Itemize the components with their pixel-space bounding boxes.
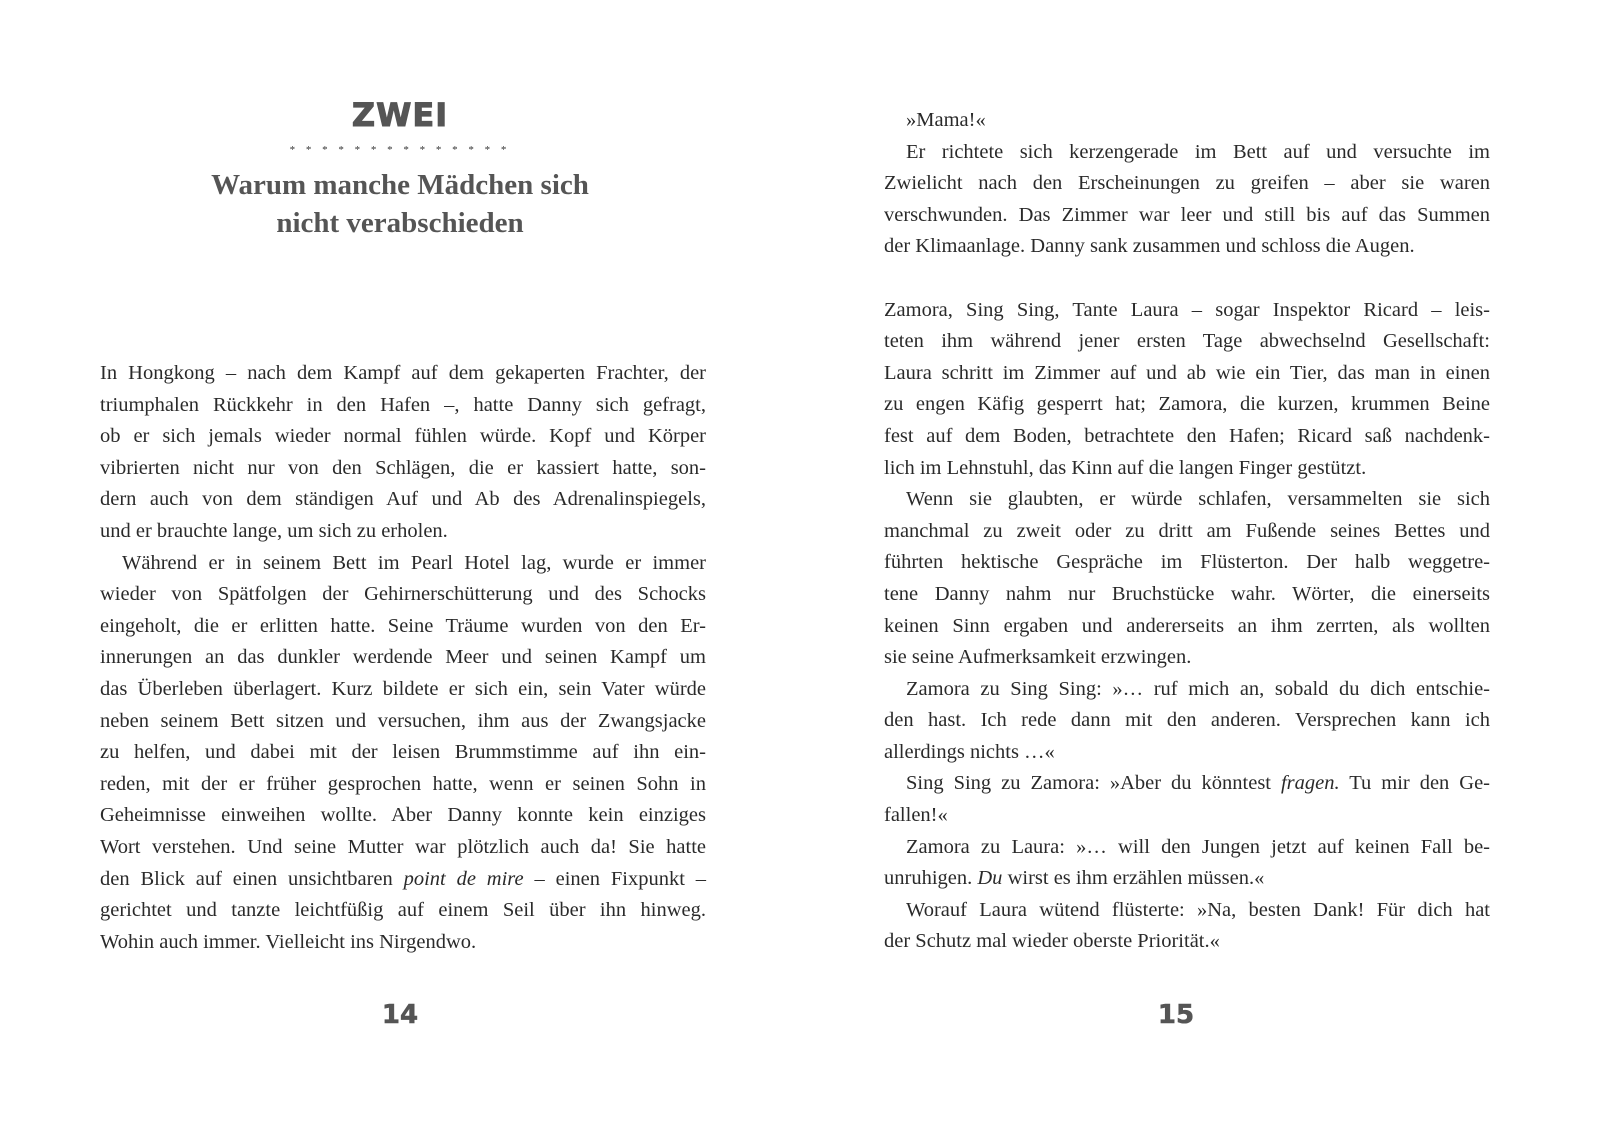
text-line: zu engen Käfig gesperrt hat; Zamora, die kurzen, krummen Beine <box>884 393 1490 416</box>
text-line: reden, mit der er früher gesprochen hatte, wenn er seinen Sohn in <box>100 772 706 795</box>
chapter-title-line-2: nicht verabschieden <box>276 207 524 239</box>
text-line: neben seinem Bett sitzen und versuchen, ihm aus der Zwangsjacke <box>100 709 706 732</box>
italic-phrase: fragen. <box>1280 772 1340 795</box>
text-line: »Mama!« <box>906 109 986 131</box>
text-segment: Tu mir den Ge- <box>1339 772 1490 795</box>
text-line: der Schutz mal wieder oberste Priorität.« <box>884 930 1220 953</box>
text-line-mixed <box>100 864 706 896</box>
text-line-mixed <box>884 768 1490 800</box>
text-line: Während er in seinem Bett im Pearl Hotel lag, wurde er immer <box>122 551 706 574</box>
text-line: Wort verstehen. Und seine Mutter war plötzlich auch da! Sie hatte <box>100 835 706 858</box>
text-line: Zamora zu Sing Sing: »… ruf mich an, sobald du dich entschie- <box>906 677 1490 700</box>
text-line: gerichtet und tanzte leichtfüßig auf einem Seil über ihn hinweg. <box>100 899 706 922</box>
left-body-text <box>100 358 706 958</box>
italic-phrase: Du <box>977 867 1003 890</box>
text-line: verschwunden. Das Zimmer war leer und still bis auf das Summen <box>884 203 1490 226</box>
chapter-ornament: * * * * * * * * * * * * * * <box>289 144 511 156</box>
page-number: 14 <box>381 1000 419 1030</box>
text-line: Wenn sie glaubten, er würde schlafen, versammelten sie sich <box>906 488 1490 511</box>
text-line: Wohin auch immer. Vielleicht ins Nirgendwo. <box>100 930 477 953</box>
chapter-number: ZWEI <box>351 96 449 134</box>
page-number: 15 <box>1157 1000 1195 1030</box>
text-line: ob er sich jemals wieder normal fühlen würde. Kopf und Körper <box>100 425 706 448</box>
text-line: Er richtete sich kerzengerade im Bett auf und versuchte im <box>906 140 1490 163</box>
text-line: fest auf dem Boden, betrachtete den Hafen; Ricard saß nachdenk- <box>884 424 1490 447</box>
text-line: zu helfen, und dabei mit der leisen Brummstimme auf ihn ein- <box>100 741 706 764</box>
chapter-title-line-1: Warum manche Mädchen sich <box>211 169 589 201</box>
text-line: Worauf Laura wütend flüsterte: »Na, besten Dank! Für dich hat <box>906 898 1490 921</box>
text-segment: Sing Sing zu Zamora: »Aber du könntest <box>906 772 1281 795</box>
chapter-title <box>100 166 700 242</box>
text-line: Zamora zu Laura: »… will den Jungen jetzt auf keinen Fall be- <box>906 835 1490 858</box>
text-line: In Hongkong – nach dem Kampf auf dem gekaperten Frachter, der <box>100 362 706 384</box>
text-line-mixed <box>884 863 1490 895</box>
right-body-text <box>884 105 1490 958</box>
text-line: lich im Lehnstuhl, das Kinn auf die langen Finger gestützt. <box>884 456 1367 479</box>
text-line: dern auch von dem ständigen Auf und Ab des Adrenalinspiegels, <box>100 488 706 511</box>
text-line: und er brauchte lange, um sich zu erholen. <box>100 519 448 542</box>
text-line: teten ihm während jener ersten Tage abwechselnd Gesellschaft: <box>884 330 1490 353</box>
text-line: das Überleben überlagert. Kurz bildete er sich ein, sein Vater würde <box>100 677 706 700</box>
text-segment: wirst es ihm erzählen müssen.« <box>1002 867 1265 890</box>
text-line: Zwielicht nach den Erscheinungen zu greifen – aber sie waren <box>884 172 1490 195</box>
text-line: der Klimaanlage. Danny sank zusammen und schloss die Augen. <box>884 235 1415 258</box>
text-line: triumphalen Rückkehr in den Hafen –, hatte Danny sich gefragt, <box>100 393 706 416</box>
text-segment: den Blick auf einen unsichtbaren <box>100 867 404 890</box>
text-line: eingeholt, die er erlitten hatte. Seine Träume wurden von den Er- <box>100 614 706 637</box>
text-line: den hast. Ich rede dann mit den anderen. Versprechen kann ich <box>884 709 1490 732</box>
text-line: vibrierten nicht nur von den Schlägen, die er kassiert hatte, son- <box>100 456 706 479</box>
text-line: wieder von Spätfolgen der Gehirnerschütterung und des Schocks <box>100 583 706 606</box>
text-line: keinen Sinn ergaben und andererseits an ihm zerrten, als wollten <box>884 614 1490 637</box>
text-line: sie seine Aufmerksamkeit erzwingen. <box>884 646 1192 669</box>
text-line: Laura schritt im Zimmer auf und ab wie ein Tier, das man in einen <box>884 361 1490 384</box>
text-line: fallen!« <box>884 804 948 827</box>
text-line: innerungen an das dunkler werdende Meer und seinen Kampf um <box>100 646 706 669</box>
italic-phrase: point de mire <box>403 867 524 890</box>
text-segment: unruhigen. <box>884 867 978 890</box>
text-line: tene Danny nahm nur Bruchstücke wahr. Wörter, die einerseits <box>884 582 1490 605</box>
text-segment: – einen Fixpunkt – <box>523 867 707 890</box>
text-line: Zamora, Sing Sing, Tante Laura – sogar Inspektor Ricard – leis- <box>884 298 1490 321</box>
right-page <box>800 0 1600 1130</box>
text-line: manchmal zu zweit oder zu dritt am Fußende seines Bettes und <box>884 519 1490 542</box>
section-break <box>884 263 1490 295</box>
text-line: allerdings nichts …« <box>884 740 1055 763</box>
text-line: führten hektische Gespräche im Flüsterton. Der halb weggetre- <box>884 551 1490 574</box>
text-line: Geheimnisse einweihen wollte. Aber Danny konnte kein einziges <box>100 804 706 827</box>
